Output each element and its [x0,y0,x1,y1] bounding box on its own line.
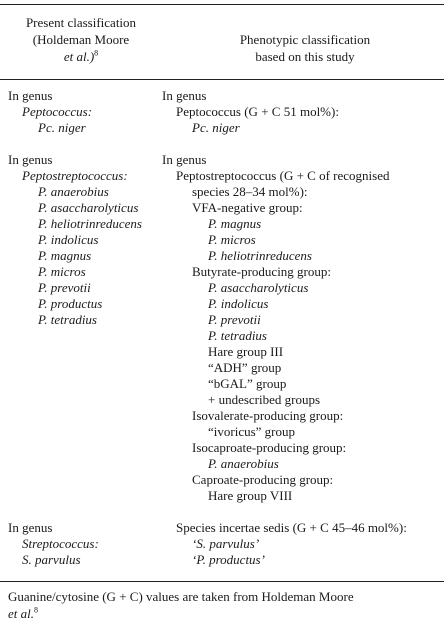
right-column-line: VFA-negative group: [192,200,303,215]
right-column-line: P. tetradius [208,328,267,343]
header-left-line-2: (Holdeman Moore [32,32,130,47]
right-column-line: Isocaproate-producing group: [192,440,347,455]
left-column-line [8,472,158,488]
right-column-line: P. indolicus [208,296,269,311]
footnote-etal: et al. [8,606,34,621]
right-column-line: Isovalerate-producing group: [192,408,344,423]
right-column-line [162,504,440,520]
right-column-line: “ivoricus” group [208,424,296,439]
left-column-line: In genus [8,520,53,535]
left-column-line: S. parvulus [22,552,81,567]
left-column-line: Pc. niger [38,120,86,135]
header-rule [0,79,444,80]
right-column [162,88,440,568]
left-column-line: Peptostreptococcus: [22,168,128,183]
left-column-line [8,328,158,344]
right-column-line: In genus [162,152,207,167]
left-column-line [8,424,158,440]
right-column-line: In genus [162,88,207,103]
footnote-text: Guanine/cytosine (G + C) values are taken from Holdeman Moore [8,589,354,604]
header-left-etal: et al.) [63,49,95,64]
right-column-line: species 28–34 mol%): [192,184,308,199]
right-column-line: Butyrate-producing group: [192,264,331,279]
left-column-line [8,488,158,504]
right-column-line: Peptococcus (G + C 51 mol%): [176,104,339,119]
left-column-line: P. indolicus [38,232,99,247]
left-column-line: P. heliotrinreducens [38,216,142,231]
bottom-rule [0,581,444,582]
footnote-ref: 8 [34,605,38,615]
right-column-line: Species incertae sedis (G + C 45–46 mol%): [176,520,407,535]
right-column-line: P. asaccharolyticus [208,280,309,295]
left-column-line: In genus [8,88,53,103]
left-column-line: P. productus [38,296,103,311]
left-column-line [8,360,158,376]
left-column-line [8,376,158,392]
left-column-line [8,344,158,360]
left-column-line: Streptococcus: [22,536,99,551]
left-column-line [8,456,158,472]
header-right-line-1: Phenotypic classification [239,32,371,47]
left-column-line: In genus [8,152,53,167]
footnote [8,588,436,622]
left-column-line [8,440,158,456]
left-column-line: P. tetradius [38,312,97,327]
header-right-line-2: based on this study [255,49,355,64]
right-column-line: Caproate-producing group: [192,472,334,487]
left-column-line: P. prevotii [38,280,91,295]
right-column-line: ‘P. productus’ [192,552,265,567]
right-column-line: “ADH” group [208,360,282,375]
right-column-line: Pc. niger [192,120,240,135]
left-column-line: Peptococcus: [22,104,93,119]
left-column-line: P. asaccharolyticus [38,200,139,215]
right-column-line: P. prevotii [208,312,261,327]
right-column-line: + undescribed groups [208,392,321,407]
right-column-line: P. heliotrinreducens [208,248,312,263]
header-left-line-1: Present classification [25,15,137,30]
right-column-line: Peptostreptococcus (G + C of recognised [176,168,390,183]
left-column-line [8,504,158,520]
left-column-line: P. anaerobius [38,184,109,199]
right-column-line: Hare group III [208,344,284,359]
left-column-line: P. micros [38,264,86,279]
left-column-line [8,408,158,424]
right-column-line: P. anaerobius [208,456,279,471]
right-column-line: P. magnus [208,216,262,231]
left-column-line [8,136,158,152]
header-right [180,31,430,65]
header-left [6,14,156,65]
right-column-line: Hare group VIII [208,488,293,503]
top-rule [0,4,444,5]
right-column-line [162,136,440,152]
right-column-line: P. micros [208,232,256,247]
left-column-line: P. magnus [38,248,92,263]
left-column [8,88,158,568]
header-left-ref: 8 [94,48,99,58]
left-column-line [8,392,158,408]
right-column-line: “bGAL” group [208,376,287,391]
right-column-line: ‘S. parvulus’ [192,536,260,551]
